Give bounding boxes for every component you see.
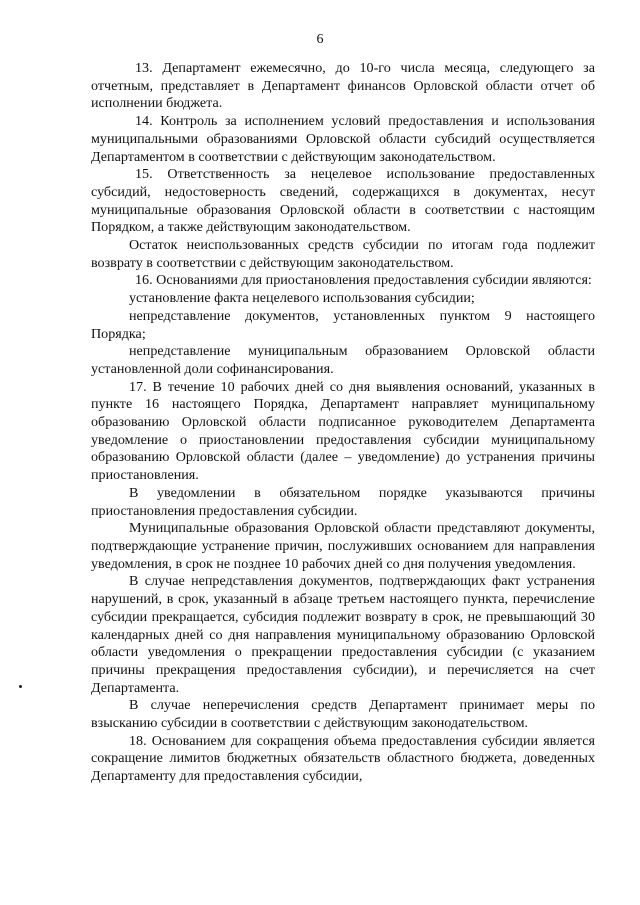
scan-speck — [19, 685, 22, 688]
paragraph-16-item-2: непредставление документов, установленных пунктом 9 настоящего Порядка; — [91, 307, 595, 342]
page-number: 6 — [316, 32, 324, 47]
paragraph-17-documents: Муниципальные образования Орловской области представляют документы, подтверждающие устранение причин, послуживших основанием для направления уведомления, в срок не позднее 10 рабочих дней со дня получения уведомления. — [91, 520, 595, 572]
paragraph-17-recovery: В случае неперечисления средств Департамент принимает меры по взысканию субсидии в соответствии с действующим законодательством. — [91, 697, 595, 732]
paragraph-16-item-3: непредставление муниципальным образованием Орловской области установленной доли софинансирования. — [91, 343, 595, 377]
paragraph-17: 17. В течение 10 рабочих дней со дня выявления оснований, указанных в пункте 16 настоящего Порядка, Департамент направляет муниципальному образованию Орловской области подписанное руководителем Департамента уведомление о приостановлении предоставления субсидии муниципальному образованию Орловской области (далее – уведомление) до устранения причины приостановления. — [91, 378, 595, 484]
paragraph-16: 16. Основаниями для приостановления предоставления субсидии являются: — [135, 272, 592, 289]
paragraph-14: 14. Контроль за исполнением условий предоставления и использования муниципальными образованиями Орловской области субсидий осуществляется Департаментом в соответствии с действующим законодательством. — [91, 113, 595, 165]
paragraph-13: 13. Департамент ежемесячно, до 10-го числа месяца, следующего за отчетным, представляет в Департамент финансов Орловской области отчет об исполнении бюджета. — [91, 60, 595, 112]
paragraph-16-item-1: установление факта нецелевого использования субсидии; — [129, 290, 475, 307]
paragraph-17-termination: В случае непредставления документов, подтверждающих факт устранения нарушений, в срок, указанный в абзаце третьем настоящего пункта, перечисление субсидии прекращается, субсидия подлежит возврату в срок, не превышающий 30 календарных дней со дня направления муниципальному образованию Орловской области уведомления о прекращении предоставления субсидии (с указанием причины прекращения предоставления субсидии), и перечисляется на счет Департамента. — [91, 573, 595, 696]
paragraph-15: 15. Ответственность за нецелевое использование предоставленных субсидий, недостоверность сведений, содержащихся в документах, несут муниципальные образования Орловской области в соответствии с настоящим Порядком, а также действующим законодательством. — [91, 166, 595, 236]
paragraph-17-notice: В уведомлении в обязательном порядке указываются причины приостановления предоставления субсидии. — [91, 484, 595, 519]
page-body — [91, 60, 595, 786]
paragraph-18: 18. Основанием для сокращения объема предоставления субсидии является сокращение лимитов бюджетных обязательств областного бюджета, доведенных Департаменту для предоставления субсидии, — [91, 732, 595, 785]
paragraph-15-remainder: Остаток неиспользованных средств субсидии по итогам года подлежит возврату в соответствии с действующим законодательством. — [91, 237, 595, 271]
